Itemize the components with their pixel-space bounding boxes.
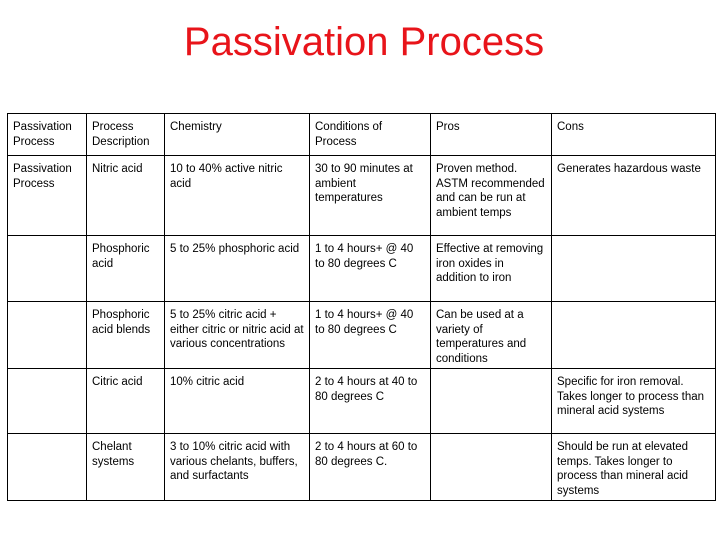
table-cell: Proven method. ASTM recommended and can be run at ambient temps	[431, 156, 552, 236]
table-cell	[8, 302, 87, 369]
table-cell: 2 to 4 hours at 60 to 80 degrees C.	[310, 434, 431, 501]
table-cell: Phosphoric acid blends	[87, 302, 165, 369]
table-cell: Generates hazardous waste	[552, 156, 716, 236]
table-cell: 1 to 4 hours+ @ 40 to 80 degrees C	[310, 236, 431, 302]
table-cell: Effective at removing iron oxides in addition to iron	[431, 236, 552, 302]
table-cell	[431, 434, 552, 501]
table-row	[8, 369, 716, 434]
table-cell	[431, 369, 552, 434]
page-title: Passivation Process	[183, 20, 545, 64]
table-row	[8, 434, 716, 501]
passivation-table	[7, 113, 716, 501]
table-cell: 5 to 25% phosphoric acid	[165, 236, 310, 302]
table-cell	[552, 302, 716, 369]
table-row	[8, 302, 716, 369]
table-cell: 5 to 25% citric acid + either citric or nitric acid at various concentrations	[165, 302, 310, 369]
header-cell-chemistry: Chemistry	[165, 114, 310, 156]
table-cell: 30 to 90 minutes at ambient temperatures	[310, 156, 431, 236]
header-cell-pros: Pros	[431, 114, 552, 156]
table-row	[8, 236, 716, 302]
header-cell-passivation-process: Passivation Process	[8, 114, 87, 156]
header-cell-conditions: Conditions of Process	[310, 114, 431, 156]
table-cell	[8, 434, 87, 501]
table-cell: Passivation Process	[8, 156, 87, 236]
table-row	[8, 156, 716, 236]
table-cell: 3 to 10% citric acid with various chelants, buffers, and surfactants	[165, 434, 310, 501]
table-cell: 2 to 4 hours at 40 to 80 degrees C	[310, 369, 431, 434]
table-cell: Can be used at a variety of temperatures and conditions	[431, 302, 552, 369]
table-cell: Nitric acid	[87, 156, 165, 236]
table-cell: Specific for iron removal. Takes longer to process than mineral acid systems	[552, 369, 716, 434]
table-cell	[8, 236, 87, 302]
table-header-row	[8, 114, 716, 156]
header-cell-process-description: Process Description	[87, 114, 165, 156]
header-cell-cons: Cons	[552, 114, 716, 156]
table-cell: Chelant systems	[87, 434, 165, 501]
table-cell: Citric acid	[87, 369, 165, 434]
table-cell: 10 to 40% active nitric acid	[165, 156, 310, 236]
table-cell: Should be run at elevated temps. Takes longer to process than mineral acid systems	[552, 434, 716, 501]
table-cell: 10% citric acid	[165, 369, 310, 434]
table-cell	[552, 236, 716, 302]
table-cell: Phosphoric acid	[87, 236, 165, 302]
table-cell: 1 to 4 hours+ @ 40 to 80 degrees C	[310, 302, 431, 369]
table-cell	[8, 369, 87, 434]
